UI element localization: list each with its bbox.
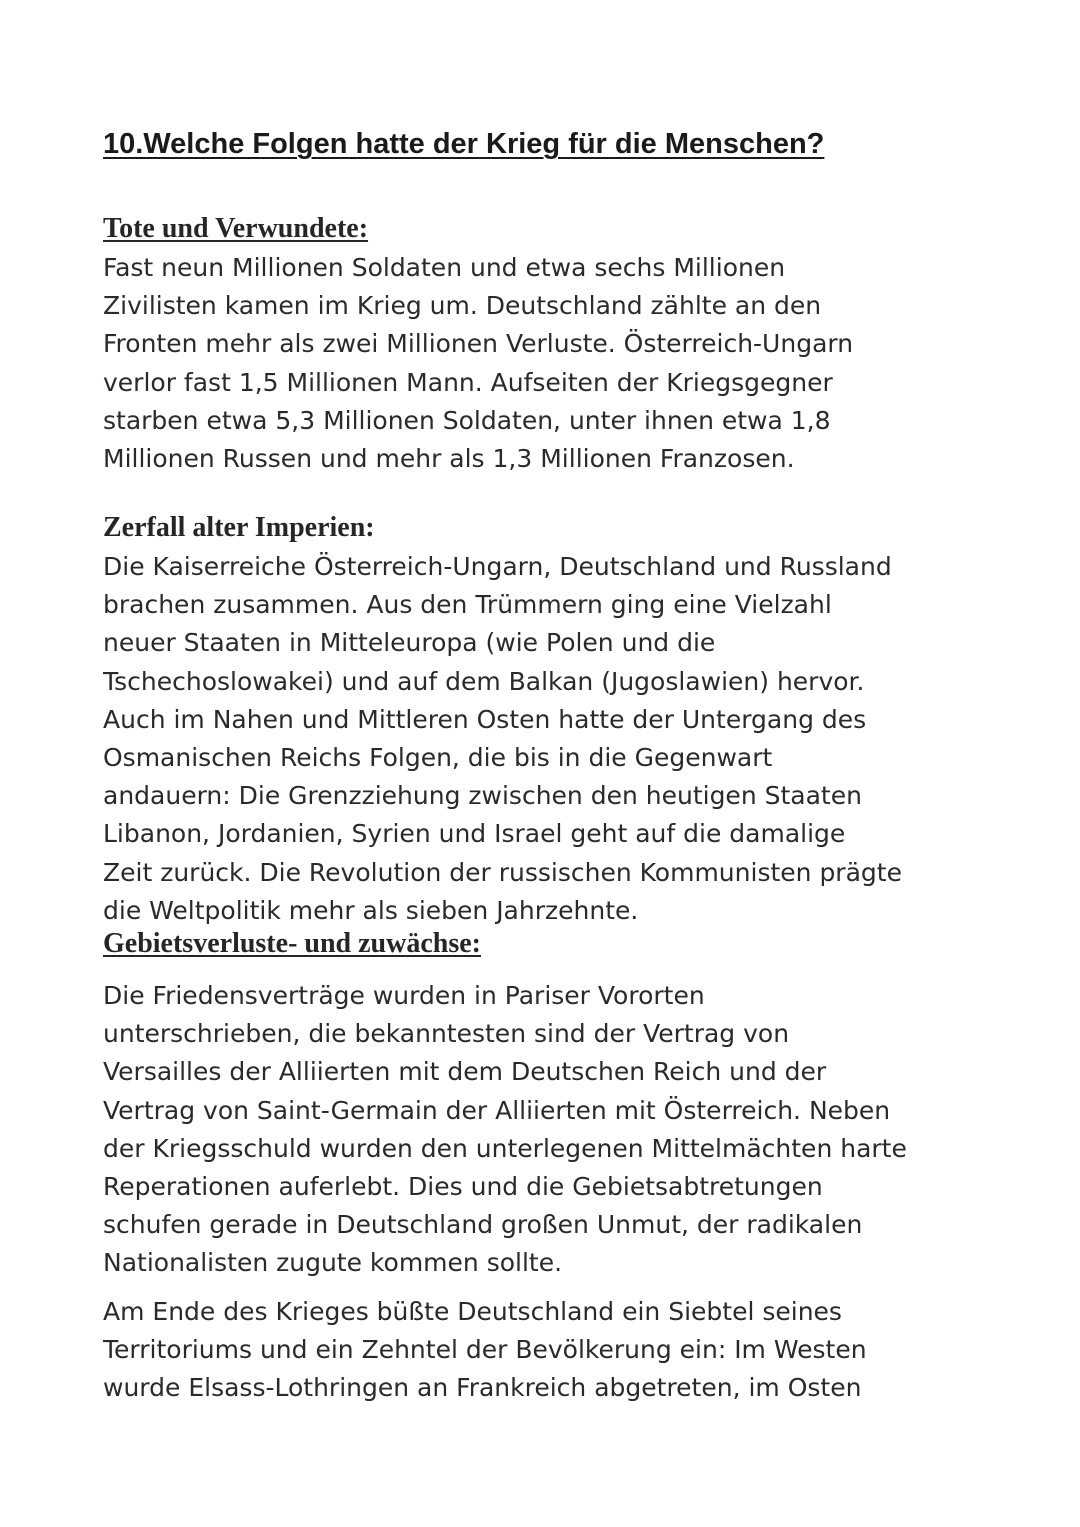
section-heading-zerfall-alter-imperien: Zerfall alter Imperien: bbox=[103, 512, 375, 543]
section-heading-tote-und-verwundete: Tote und Verwundete: bbox=[103, 213, 369, 244]
text-line: Auch im Nahen und Mittleren Osten hatte der Untergang des bbox=[103, 704, 867, 734]
section-paragraph-tote-und-verwundete bbox=[103, 249, 1003, 478]
section-heading-gebietsverluste: Gebietsverluste- und zuwächse: bbox=[103, 928, 481, 959]
text-line: Territoriums und ein Zehntel der Bevölkerung ein: Im Westen bbox=[103, 1335, 867, 1365]
text-line: Versailles der Alliierten mit dem Deutschen Reich und der bbox=[103, 1057, 827, 1087]
text-line: Reperationen auferlebt. Dies und die Gebietsabtretungen bbox=[103, 1172, 823, 1202]
page-title: 10.Welche Folgen hatte der Krieg für die Menschen? bbox=[103, 128, 825, 160]
text-line: Am Ende des Krieges büßte Deutschland ein Siebtel seines bbox=[103, 1297, 842, 1326]
text-line: Zeit zurück. Die Revolution der russischen Kommunisten prägte bbox=[103, 857, 902, 887]
text-line: Fronten mehr als zwei Millionen Verluste. Österreich-Ungarn bbox=[103, 329, 854, 359]
text-line: andauern: Die Grenzziehung zwischen den heutigen Staaten bbox=[103, 781, 862, 811]
text-line: starben etwa 5,3 Millionen Soldaten, unter ihnen etwa 1,8 bbox=[103, 405, 831, 435]
text-line: Libanon, Jordanien, Syrien und Israel geht auf die damalige bbox=[103, 819, 846, 849]
text-line: wurde Elsass-Lothringen an Frankreich abgetreten, im Osten bbox=[103, 1373, 862, 1403]
text-line: Die Friedensverträge wurden in Pariser Vororten bbox=[103, 981, 705, 1010]
text-line: Tschechoslowakei) und auf dem Balkan (Jugoslawien) hervor. bbox=[103, 666, 865, 696]
text-line: Osmanischen Reichs Folgen, die bis in die Gegenwart bbox=[103, 743, 773, 773]
section-paragraph-gebietsverluste-1 bbox=[103, 977, 1003, 1283]
text-line: die Weltpolitik mehr als sieben Jahrzehnte. bbox=[103, 895, 639, 925]
section-paragraph-gebietsverluste-2 bbox=[103, 1293, 1003, 1408]
text-line: brachen zusammen. Aus den Trümmern ging eine Vielzahl bbox=[103, 590, 832, 620]
text-line: unterschrieben, die bekanntesten sind der Vertrag von bbox=[103, 1019, 790, 1049]
section-paragraph-zerfall-alter-imperien bbox=[103, 548, 1003, 930]
text-line: Fast neun Millionen Soldaten und etwa sechs Millionen bbox=[103, 253, 786, 282]
text-line: Nationalisten zugute kommen sollte. bbox=[103, 1248, 563, 1278]
text-line: neuer Staaten in Mitteleuropa (wie Polen und die bbox=[103, 628, 716, 658]
text-line: Zivilisten kamen im Krieg um. Deutschland zählte an den bbox=[103, 291, 822, 321]
text-line: der Kriegsschuld wurden den unterlegenen Mittelmächten harte bbox=[103, 1133, 907, 1163]
text-line: Millionen Russen und mehr als 1,3 Millionen Franzosen. bbox=[103, 444, 795, 474]
text-line: Die Kaiserreiche Österreich-Ungarn, Deutschland und Russland bbox=[103, 552, 892, 581]
text-line: Vertrag von Saint-Germain der Alliierten mit Österreich. Neben bbox=[103, 1095, 891, 1125]
text-line: verlor fast 1,5 Millionen Mann. Aufseiten der Kriegsgegner bbox=[103, 367, 833, 397]
text-line: schufen gerade in Deutschland großen Unmut, der radikalen bbox=[103, 1210, 863, 1240]
